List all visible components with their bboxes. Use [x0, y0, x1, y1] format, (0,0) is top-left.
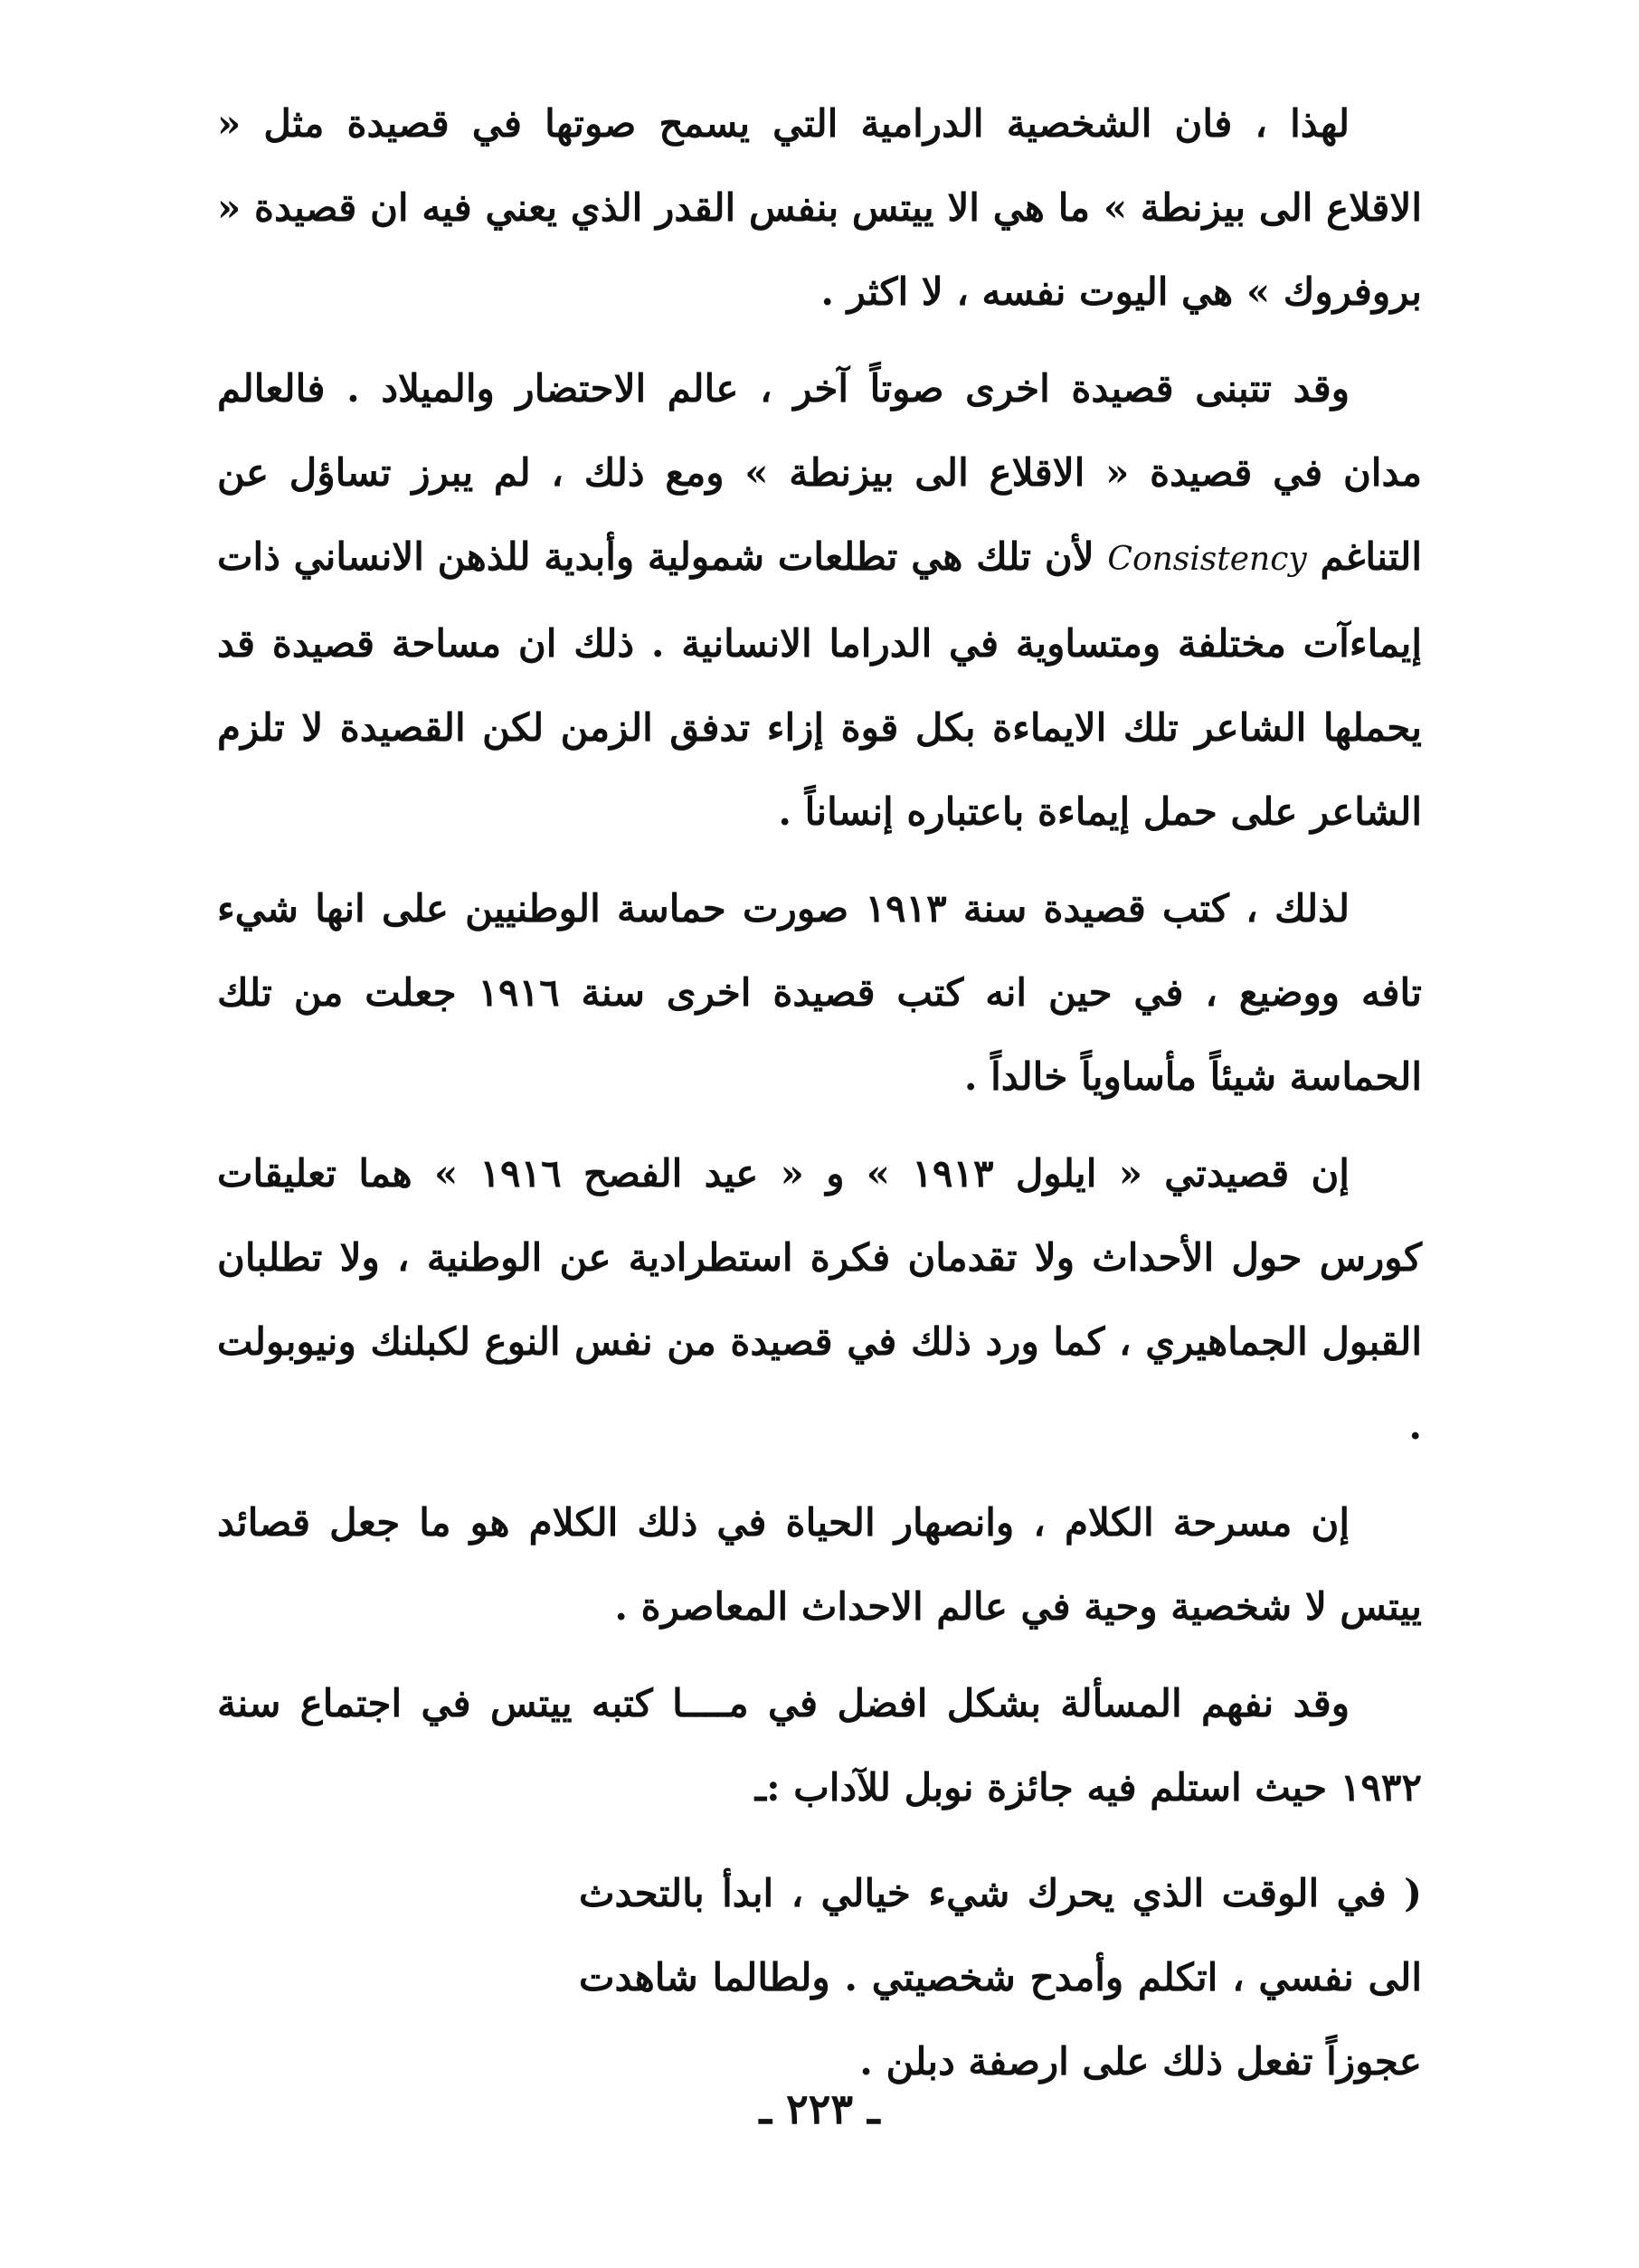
paragraph-6: وقد نفهم المسألة بشكل افضل في مــــا كتبه ييتس في اجتماع سنة ١٩٣٢ حيث استلم فيه جائزة نوبل للآداب :ـ — [217, 1681, 1422, 1810]
block-quote: ( في الوقت الذي يحرك شيء خيالي ، ابدأ بالتحدث الى نفسي ، اتكلم وأمدح شخصيتي . ولطالما شاهدت عجوزاً تفعل ذلك على ارصفة دبلن . — [579, 1871, 1422, 2084]
latin-term: Consistency — [1107, 541, 1307, 578]
paragraph-1: لهذا ، فان الشخصية الدرامية التي يسمح صوتها في قصيدة مثل « الاقلاع الى بيزنطة » ما هي الا ييتس بنفس القدر الذي يعني فيه ان قصيدة « بروفروك » هي اليوت نفسه ، لا اكثر . — [217, 101, 1422, 314]
paragraph-4: إن قصيدتي « ايلول ١٩١٣ » و « عيد الفصح ١٩١٦ » هما تعليقات كورس حول الأحداث ولا تقدمان فكرة استطرادية عن الوطنية ، ولا تطلبان القبول الجماهيري ، كما ورد ذلك في قصيدة من نفس النوع لكبلنك ونيوبولت . — [217, 1151, 1422, 1448]
paragraph-2-text-a: وقد تتبنى قصيدة اخرى صوتاً آخر ، عالم الاحتضار والميلاد . فالعالم مدان في قصيدة « الاقلاع الى بيزنطة » ومع ذلك ، لم يبرز تساؤل عن التناغم — [217, 366, 1423, 579]
paragraph-3: لذلك ، كتب قصيدة سنة ١٩١٣ صورت حماسة الوطنيين على انها شيء تافه ووضيع ، في حين انه كتب قصيدة اخرى سنة ١٩١٦ جعلت من تلك الحماسة شيئاً مأساوياً خالداً . — [217, 886, 1422, 1099]
paragraph-2 — [217, 346, 1422, 854]
paragraph-5: إن مسرحة الكلام ، وانصهار الحياة في ذلك الكلام هو ما جعل قصائد ييتس لا شخصية وحية في عالم الاحداث المعاصرة . — [217, 1500, 1422, 1629]
paragraph-2-text-b: لأن تلك هي تطلعات شمولية وأبدية للذهن الانساني ذات إيماءآت مختلفة ومتساوية في الدراما الانسانية . ذلك ان مساحة قصيدة قد يحملها الشاعر تلك الايماءة بكل قوة إزاء تدفق الزمن لكن القصيدة لا تلزم الشاعر على حمل إيماءة باعتباره إنساناً . — [217, 534, 1422, 834]
page-number: ـ ٢٢٣ ـ — [759, 2084, 880, 2133]
